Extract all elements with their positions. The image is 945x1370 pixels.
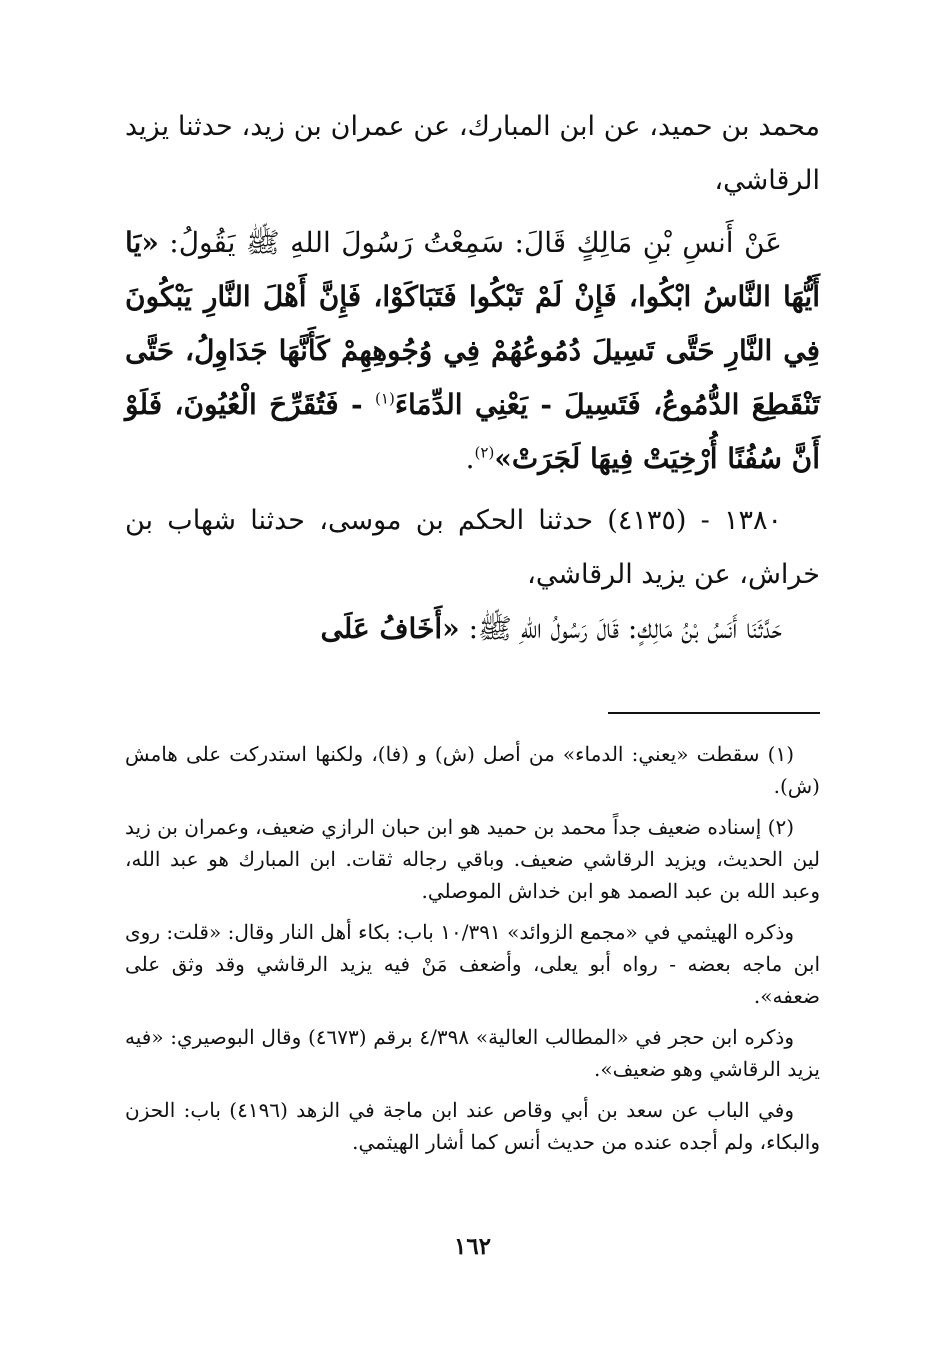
footnote-1: (١) سقطت «يعني: الدماء» من أصل (ش) و (فا)، ولكنها استدركت على هامش (ش). xyxy=(125,742,820,798)
footnote-5: وفي الباب عن سعد بن أبي وقاص عند ابن ماجة في الزهد (٤١٩٦) باب: الحزن والبكاء، ولم أجده عنده من حديث أنس كما أشار الهيثمي. xyxy=(125,1098,820,1154)
hadith-1-matn: «يَا أَيُّهَا النَّاسُ ابْكُوا، فَإِنْ لَمْ تَبْكُوا فَتَبَاكَوْا، فَإِنَّ أَهْلَ النَّارِ يَبْكُونَ فِي النَّارِ حَتَّى تَسِيلَ دُمُوعُهُمْ فِي وُجُوهِهِمْ كَأَنَّهَا جَدَاوِلُ، حَتَّى تَنْقَطِعَ الدُّمُوعُ، فَتَسِيلَ - يَعْنِي الدِّمَاءَ xyxy=(125,226,820,421)
hadith-2-matn: «أَخَافُ عَلَى xyxy=(320,612,460,645)
footnote-2: (٢) إسناده ضعيف جداً محمد بن حميد هو ابن حبان الرازي ضعيف، وعمران بن زيد لين الحديث، ويزيد الرقاشي ضعيف. وباقي رجاله ثقات. ابن المبارك هو عبد الله، وعبد الله بن عبد الصمد هو ابن خداش الموصلي. xyxy=(125,815,820,903)
footnote-ref-1: (١) xyxy=(375,389,395,408)
narration-2-number: ١٣٨٠ - (٤١٣٥) xyxy=(593,505,783,536)
narration-2 xyxy=(125,494,820,602)
narration-2-chain: حدثنا الحكم بن موسى، حدثنا شهاب بن خراش، عن يزيد الرقاشي، xyxy=(125,505,820,590)
hadith-1-intro: عَنْ أَنسِ بْنِ مَالِكٍ قَالَ: سَمِعْتُ رَسُولَ اللهِ ﷺ يَقُولُ: xyxy=(158,226,782,259)
footnote-separator xyxy=(608,712,820,714)
hadith-2-intro: حَدَّثَنَا أَنَسُ بْنُ مَالِكٍ: قَالَ رَسُولُ اللهِ ﷺ: xyxy=(459,612,782,645)
page-number: ١٦٢ xyxy=(453,1233,492,1260)
hadith-1 xyxy=(125,216,820,486)
hadith-1-matn-cont: - فَتُقَرِّحَ الْعُيُونَ، فَلَوْ أَنَّ سُفُنًا أُرْخِيَتْ فِيهَا لَجَرَتْ» xyxy=(125,388,820,475)
footnote-ref-2: (٢) xyxy=(474,443,495,462)
footnotes xyxy=(125,738,820,1167)
footnote-4: وذكره ابن حجر في «المطالب العالية» ٤/٣٩٨ برقم (٤٦٧٣) وقال البوصيري: «فيه يزيد الرقاشي وهو ضعيف». xyxy=(125,1025,820,1081)
isnad-chain-1: محمد بن حميد، عن ابن المبارك، عن عمران بن زيد، حدثنا يزيد الرقاشي، xyxy=(125,111,820,196)
footnote-3: وذكره الهيثمي في «مجمع الزوائد» ١٠/٣٩١ باب: بكاء أهل النار وقال: «قلت: روى ابن ماجه بعضه - رواه أبو يعلى، وأضعف مَنْ فيه يزيد الرقاشي وقد وثق على ضعفه». xyxy=(125,920,820,1008)
hadith-1-end: . xyxy=(465,442,475,475)
main-text xyxy=(125,100,820,656)
hadith-2 xyxy=(125,602,820,656)
